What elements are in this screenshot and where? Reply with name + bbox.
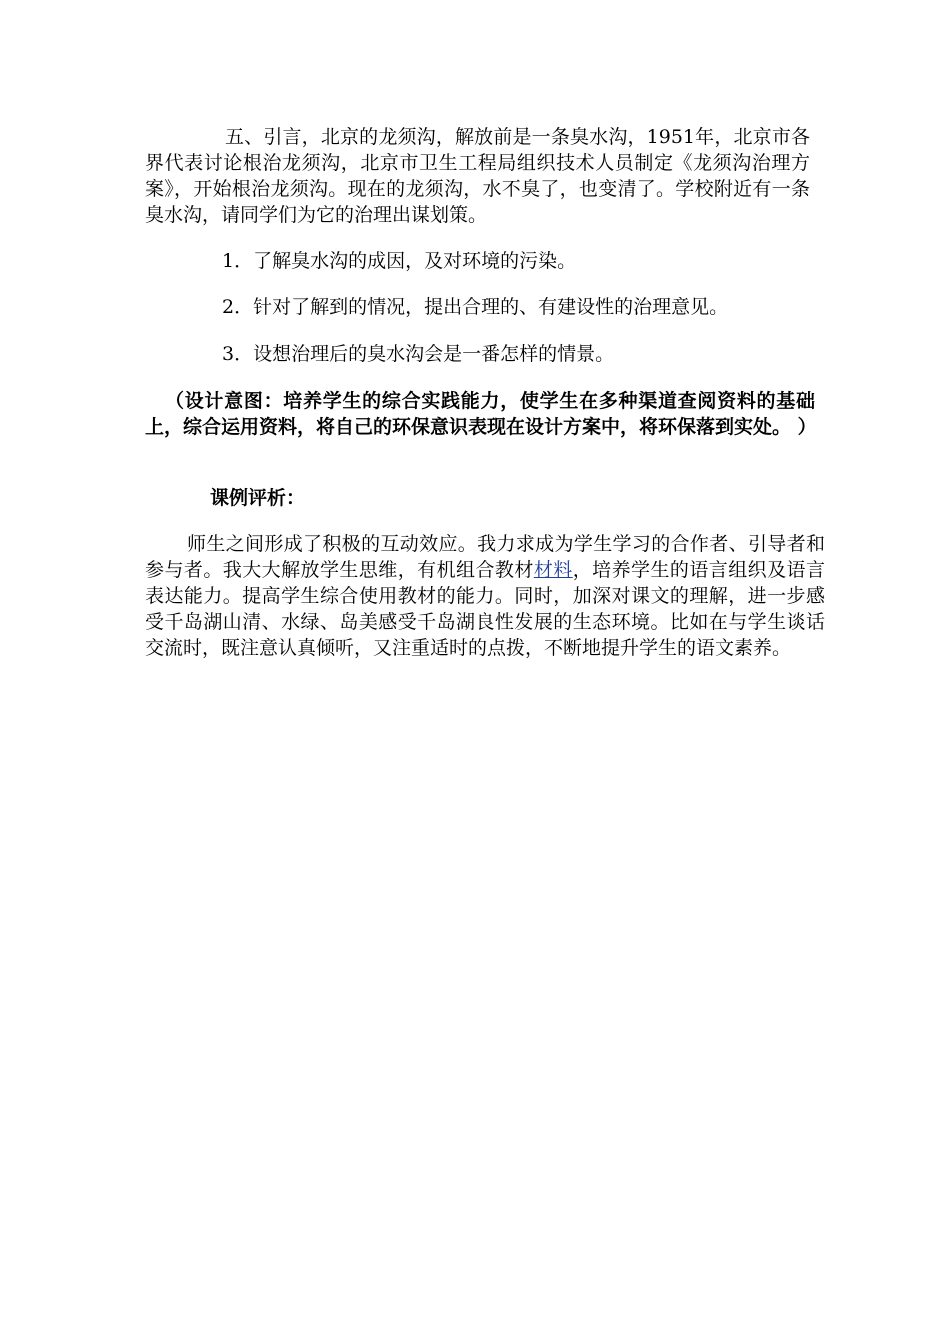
- task-item-1: 1．了解臭水沟的成因，及对环境的污染。: [222, 250, 577, 272]
- task-item-2: 2．针对了解到的情况，提出合理的、有建设性的治理意见。: [222, 296, 729, 318]
- design-intent-paragraph: （设计意图：培养学生的综合实践能力，使学生在多种渠道查阅资料的基础上，综合运用资料，将自己的环保意识表现在设计方案中，将环保落到实处。 ）: [145, 390, 817, 438]
- review-text-before-link: 师生之间形成了积极的互动效应。我力求成为学生学习的合作者、引导者和参与者。我大大解放学生思维，有机组合教材: [145, 533, 825, 581]
- review-text-after-link: ，培养学生的语言组织及语言表达能力。提高学生综合使用教材的能力。同时，加深对课文的理解，进一步感受千岛湖山清、水绿、岛美感受千岛湖良性发展的生态环境。比如在与学生谈话交流时，既注意认真倾听，又注重适时的点拨，不断地提升学生的语文素养。: [145, 559, 825, 659]
- materials-link[interactable]: 材料: [533, 559, 573, 581]
- review-paragraph: [145, 531, 825, 661]
- intro-paragraph: 五、引言，北京的龙须沟，解放前是一条臭水沟，1951年，北京市各界代表讨论根治龙须沟，北京市卫生工程局组织技术人员制定《龙须沟治理方案》，开始根治龙须沟。现在的龙须沟，水不臭了，也变清了。学校附近有一条臭水沟，请同学们为它的治理出谋划策。: [145, 126, 810, 226]
- task-item-3: 3．设想治理后的臭水沟会是一番怎样的情景。: [222, 343, 615, 365]
- review-heading: 课例评析：: [210, 487, 306, 509]
